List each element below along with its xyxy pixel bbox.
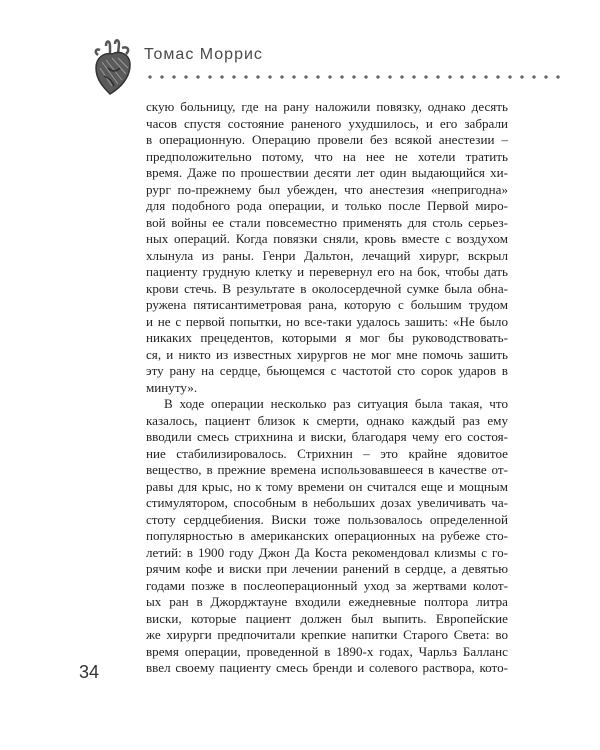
- text-line: ние стабилизировалось. Стрихнин – это крайне ядовитое: [146, 445, 508, 461]
- text-line: же хирурги предпочитали крепкие напитки Старого Света: во: [146, 627, 508, 642]
- text-line: скую больницу, где на рану наложили повязку, однако десять: [146, 99, 508, 114]
- text-line: казалось, пациент близок к смерти, однако каждый раз ему: [146, 412, 508, 428]
- text-line: ых ран в Джорджтауне входили ежедневные полтора литра: [146, 594, 508, 609]
- text-line: популярностью в американских операционных на рубеже сто-: [146, 528, 508, 543]
- text-line: вещество, в прежние времена использовавшееся в качестве от-: [146, 462, 508, 477]
- running-header: [88, 38, 568, 98]
- text-line: предположительно потому, что на нее не хотели тратить: [146, 148, 508, 164]
- text-line: рург по-прежнему был убежден, что анестезия «непригодна»: [146, 181, 508, 197]
- text-line: ввел своему пациенту смесь бренди и солевого раствора, кото-: [146, 660, 508, 675]
- text-line: ных операций. Когда повязки сняли, кровь вместе с воздухом: [146, 231, 508, 246]
- text-line: никаких прецедентов, которыми я мог бы руководствовать-: [146, 330, 508, 345]
- text-line: равы для крыс, но к тому времени он считался еще и мощным: [146, 478, 508, 494]
- text-line: минуту».: [146, 379, 198, 395]
- text-line: В ходе операции несколько раз ситуация была такая, что: [164, 396, 508, 411]
- dotted-rule: [144, 74, 568, 80]
- text-line: в операционную. Операцию провели без всякой анестезии –: [146, 132, 508, 147]
- text-line: хлынула из раны. Генри Дальтон, лечащий хирург, вскрыл: [146, 247, 508, 263]
- text-line: ся, и никто из известных хирургов не мог мне помочь зашить: [146, 346, 508, 362]
- text-line: часов спустя состояние раненого ухудшилось, и его забрали: [146, 115, 508, 131]
- text-line: стоту сердцебиения. Виски тоже пользовалось определенной: [146, 511, 508, 527]
- text-line: крови стечь. В результате в околосердечной сумке была обна-: [146, 280, 508, 296]
- body-text: [146, 99, 508, 677]
- text-line: время. Даже по прошествии десяти лет один выдающийся хи-: [146, 165, 508, 180]
- text-line: и не с первой попытки, но все-таки удалось зашить: «Не было: [146, 313, 508, 329]
- text-line: летий: в 1900 году Джон Да Коста рекомендовал клизмы с го-: [146, 544, 508, 560]
- author-name: Томас Моррис: [144, 46, 263, 63]
- text-line: вводили смесь стрихнина и виски, благодаря чему его состоя-: [146, 429, 508, 444]
- text-line: время операции, проведенной в 1890-х годах, Чарльз Балланс: [146, 643, 508, 659]
- text-line: виски, которые пациент должен был выпить. Европейские: [146, 610, 508, 626]
- text-line: стимулятором, способным в небольших дозах увеличивать ча-: [146, 495, 508, 510]
- page-number: 34: [79, 662, 100, 682]
- text-line: ружена пятисантиметровая рана, которую с большим трудом: [146, 297, 508, 312]
- text-line: вой войны ее стали повсеместно применять для столь серьез-: [146, 214, 508, 230]
- text-line: рячим кофе и виски при лечении ранений в сердце, а девятью: [146, 561, 508, 576]
- text-line: годами позже в послеоперационный уход за жертвами колот-: [146, 577, 508, 593]
- text-line: пациенту грудную клетку и перевернул его на бок, чтобы дать: [146, 264, 508, 279]
- anatomical-heart-icon: [88, 38, 136, 98]
- text-line: эту рану на сердце, бьющемся с частотой сто сорок ударов в: [146, 363, 508, 378]
- text-line: для подобного рода операции, и только после Первой миро-: [146, 198, 508, 213]
